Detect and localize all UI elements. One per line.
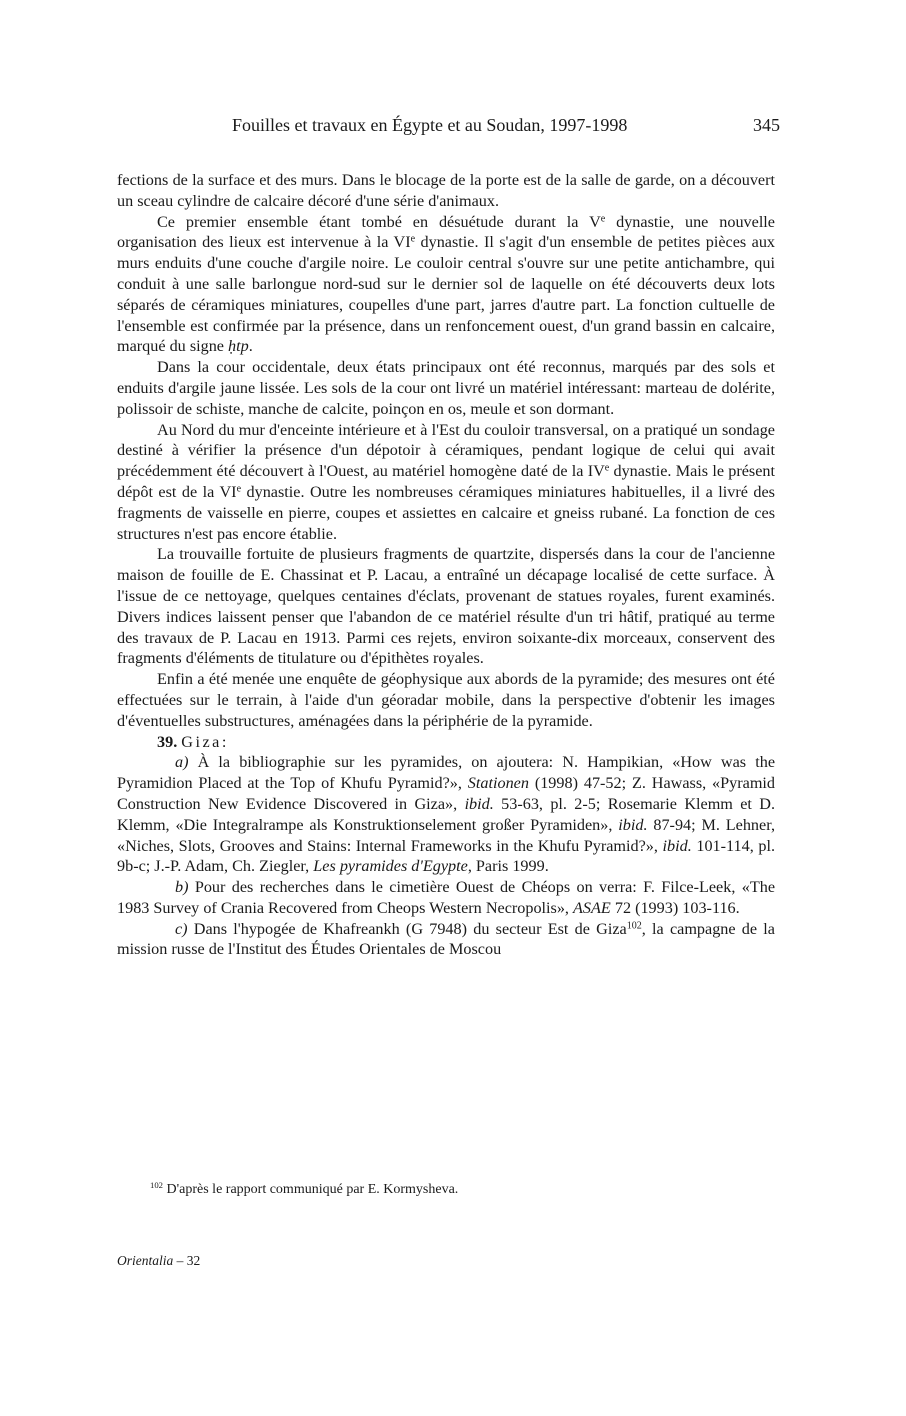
paragraph-3-text: Dans la cour occidentale, deux états principaux ont été reconnus, marqués par des sols et enduits d'argile jaune lissée. Les sols de la cour ont livré un matériel intéressant: marteau de dolérite, polissoir de schiste, manche de calcite, poinçon en os, meule et son dormant. bbox=[117, 358, 775, 418]
paragraph-4-text-b: dynastie. Mais le présent dépôt est de la VI bbox=[117, 462, 775, 501]
citation-ibid: ibid. bbox=[464, 794, 494, 813]
item-a-text: À la bibliographie sur les pyramides, on ajoutera: N. Hampikian, «How was the Pyramidion Placed at the Top of Khufu Pyramid?», bbox=[117, 753, 775, 793]
item-b-label: b) bbox=[175, 878, 189, 897]
item-a-label: a) bbox=[175, 753, 189, 772]
citation-ibid: ibid. bbox=[662, 836, 692, 855]
item-a-text: 101-114, pl. 9b-c; J.-P. Adam, Ch. Ziegler, bbox=[117, 836, 775, 876]
folio-number: – 32 bbox=[173, 1253, 201, 1268]
citation-journal: ASAE bbox=[573, 898, 611, 917]
item-c bbox=[117, 919, 775, 961]
paragraph-2-text-a: Ce premier ensemble étant tombé en désuétude durant la V bbox=[157, 212, 601, 231]
section-heading bbox=[117, 732, 775, 753]
paragraph-2-text-d: . bbox=[248, 337, 253, 356]
paragraph-2-text-b: dynastie, une nouvelle organisation des lieux est intervenue à la VI bbox=[117, 212, 775, 252]
paragraph-5 bbox=[117, 544, 775, 669]
footnote-ref: 102 bbox=[626, 920, 642, 932]
item-c-label: c) bbox=[175, 919, 188, 938]
superscript: e bbox=[600, 213, 606, 225]
superscript: e bbox=[410, 233, 416, 245]
paragraph-5-text: La trouvaille fortuite de plusieurs fragments de quartzite, dispersés dans la cour de l'ancienne maison de fouille de E. Chassinat et P. Lacau, a entraîné un décapage localisé de cette surface. À l'issue de ce nettoyage, quelques centaines d'éclats, provenant de statues royales, furent examinés. Divers indices laissent penser que l'abandon de ce matériel résulte d'un tri hâtif, pratiqué au terme des travaux de P. Lacau en 1913. Parmi ces rejets, environ soixante-dix morceaux, conservent des fragments d'éléments de titulature ou d'épithètes royales. bbox=[117, 545, 775, 668]
item-b-text: 72 (1993) 103-116. bbox=[610, 898, 740, 917]
running-head-title: Fouilles et travaux en Égypte et au Soudan, 1997-1998 bbox=[232, 115, 628, 135]
superscript: e bbox=[604, 462, 610, 474]
folio bbox=[117, 1252, 200, 1270]
paragraph-1 bbox=[117, 170, 775, 212]
transliteration: ḥtp bbox=[228, 337, 249, 356]
item-a-text: 53-63, pl. 2-5; Rosemarie Klemm et D. Klemm, «Die Integralrampe als Konstruktionselement großer Pyramiden», bbox=[117, 794, 776, 834]
citation-title: Stationen bbox=[467, 774, 529, 793]
item-a-text: 87-94; M. Lehner, «Niches, Slots, Grooves and Stains: Internal Frameworks in the Khufu Pyramid?», bbox=[117, 815, 776, 855]
superscript: e bbox=[236, 483, 242, 495]
paragraph-1-text: fections de la surface et des murs. Dans le blocage de la porte est de la salle de garde, on a découvert un sceau cylindre de calcaire décoré d'une série d'animaux. bbox=[117, 171, 775, 210]
paragraph-6 bbox=[117, 669, 775, 731]
paragraph-3 bbox=[117, 357, 775, 419]
item-c-text: , la campagne de la mission russe de l'Institut des Études Orientales de Moscou bbox=[117, 919, 775, 959]
section-number: 39. bbox=[157, 732, 178, 751]
paragraph-4-text-a: Au Nord du mur d'enceinte intérieure et à l'Est du couloir transversal, on a pratiqué un sondage destiné à vérifier la présence d'un dépotoir à céramiques, pendant logique de celui qui avait précédemment été découvert à l'Ouest, au matériel homogène daté de la IV bbox=[117, 420, 775, 481]
citation-title: Les pyramides d'Egypte bbox=[313, 857, 468, 876]
item-b bbox=[117, 877, 775, 919]
page-number: 345 bbox=[753, 115, 780, 135]
paragraph-6-text: Enfin a été menée une enquête de géophysique aux abords de la pyramide; des mesures ont été effectuées sur le terrain, à l'aide d'un géoradar mobile, dans la perspective d'obtenir les images d'éventuelles substructures, aménagées dans la périphérie de la pyramide. bbox=[117, 670, 775, 730]
item-a bbox=[117, 752, 775, 877]
folio-journal: Orientalia bbox=[117, 1253, 174, 1268]
item-a-text: , Paris 1999. bbox=[467, 857, 549, 876]
paragraph-2 bbox=[117, 212, 775, 358]
footnote bbox=[150, 1181, 770, 1199]
paragraph-2-text-c: dynastie. Il s'agit d'un ensemble de petites pièces aux murs enduits d'une couche d'argile noire. Le couloir central s'ouvre sur une petite antichambre, qui conduit à une salle barlongue nord-sud sur le dernier sol de laquelle on été découverts deux lots séparés de céramiques miniatures, coupelles d'une part, jarres d'autre part. La fonction cultuelle de l'ensemble est confirmée par la présence, dans un renfoncement ouest, d'un grand bassin en calcaire, marqué du signe bbox=[117, 233, 776, 356]
paragraph-4-text-c: dynastie. Outre les nombreuses céramiques miniatures habituelles, il a livré des fragments de vaisselle en pierre, coupes et assiettes en calcaire et gneiss rubané. La fonction de ces structures n'est pas encore établie. bbox=[117, 482, 775, 543]
footnote-marker: 102 bbox=[150, 1180, 164, 1191]
footnote-text: D'après le rapport communiqué par E. Kormysheva. bbox=[163, 1182, 459, 1197]
item-c-text: Dans l'hypogée de Khafreankh (G 7948) du secteur Est de Giza bbox=[187, 919, 627, 938]
body-text bbox=[117, 170, 775, 960]
item-a-text: (1998) 47-52; Z. Hawass, «Pyramid Construction New Evidence Discovered in Giza», bbox=[117, 774, 776, 813]
item-b-text: Pour des recherches dans le cimetière Ouest de Chéops on verra: F. Filce-Leek, «The 1983 Survey of Crania Recovered from Cheops Western Necropolis», bbox=[117, 878, 775, 917]
citation-ibid: ibid. bbox=[618, 815, 648, 834]
paragraph-4 bbox=[117, 420, 775, 545]
section-title: Giza: bbox=[181, 732, 229, 751]
